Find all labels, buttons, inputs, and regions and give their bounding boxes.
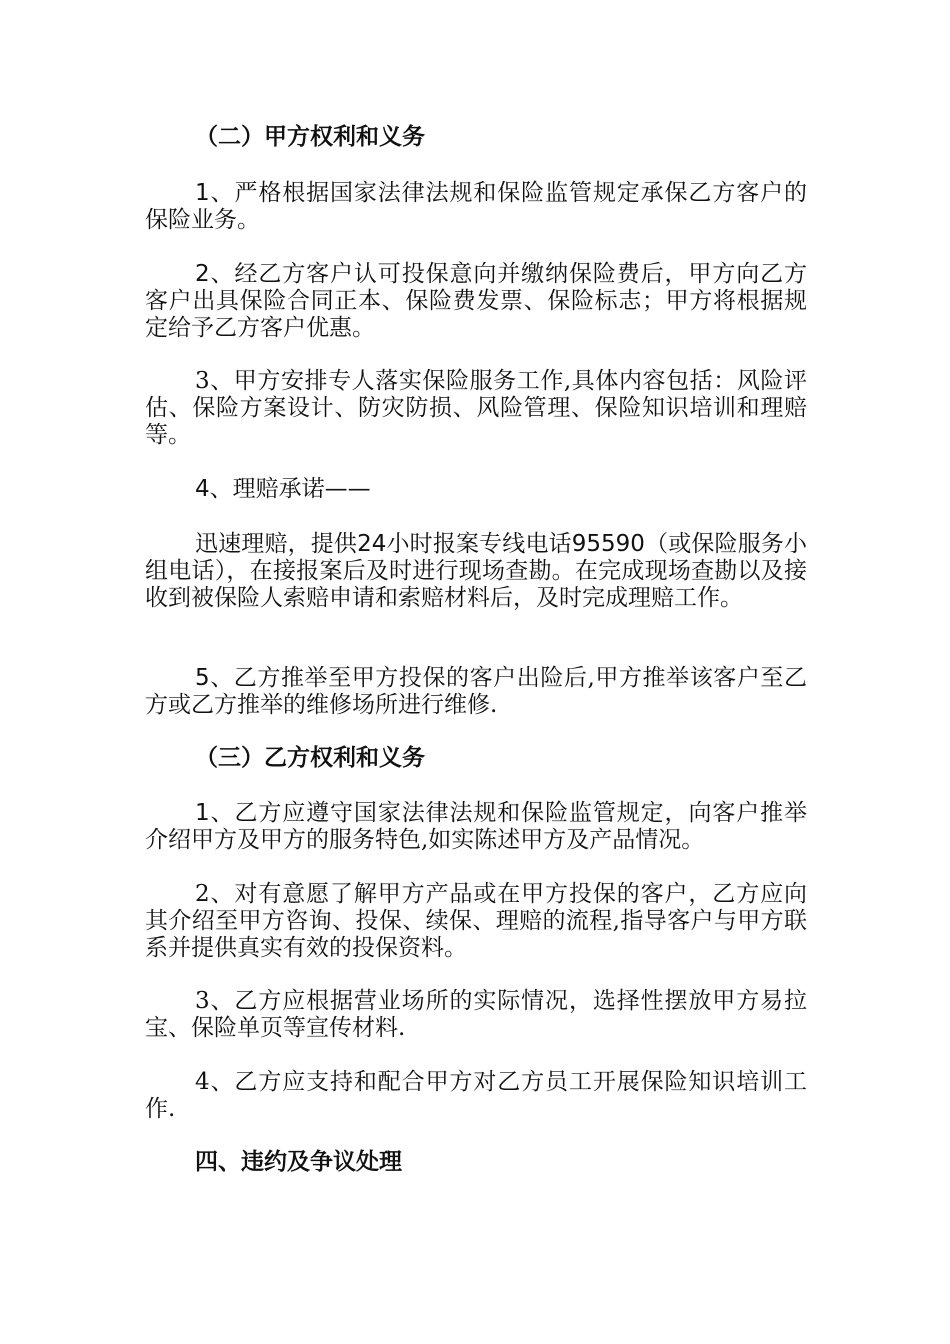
item-number: 1、 — [195, 180, 235, 206]
item-text: 国家法律法规和保险监管规定，向客户推举介绍甲方及甲方的服务特色,如实陈述甲方及产品情况。 — [145, 800, 808, 853]
section-2-item-1 — [145, 180, 807, 234]
section-3-item-2 — [145, 881, 807, 962]
item-text: （或保险服务小组电话），在接报案后及时进行现场查勘。在完成现场查勘以及接收到被保险人索赔申请和索赔材料后，及时完成理赔工作。 — [145, 531, 808, 611]
section-3-item-3 — [145, 988, 807, 1042]
item-text: 3、乙方应根据营业场所的实际情况，选择性摆放甲方易拉宝、保险单页等宣传材料. — [145, 988, 807, 1041]
item-pre: 迅速理赔，提供 — [195, 531, 358, 557]
item-text: 4、乙方应支持和配合甲方对乙方员工开展保险知识培训工作. — [145, 1069, 807, 1122]
item-lead: 严格根据 — [234, 180, 331, 206]
item-text: 国家法律法规和保险监管规定承保乙方客户的保险业务。 — [145, 180, 808, 233]
section-2-item-2 — [145, 261, 807, 342]
item-text: 2、对有意愿了解甲方产品或在甲方投保的客户，乙方应向其介绍至甲方咨询、投保、续保、理赔的流程,指导客户与甲方联系并提供真实有效的投保资料。 — [145, 881, 807, 961]
item-text: 推举至甲方投保的客户出险后,甲方推举该客户至乙方或乙方推举的维修场所进行维修. — [145, 665, 808, 718]
item-number: 5、 — [195, 665, 234, 691]
section-2-item-4-body — [145, 531, 807, 612]
section-3-item-1 — [145, 800, 807, 854]
item-lead: 24小时报案专线电话95590 — [357, 531, 645, 557]
item-text: 客户认可投保意向并缴纳保险费后，甲方向乙方客户出具保险合同正本、保险费发票、保险标志；甲方将根据规定给予乙方客户优惠。 — [145, 261, 808, 341]
item-lead: 乙方应遵守 — [234, 800, 354, 826]
section-2-item-5 — [145, 665, 807, 719]
section-4-heading: 四、违约及争议处理 — [195, 1149, 402, 1175]
item-lead: 乙方 — [233, 665, 281, 691]
section-2-item-3 — [145, 368, 807, 449]
item-number: 1、 — [195, 800, 235, 826]
section-2-item-4-heading: 4、理赔承诺—— — [195, 476, 371, 502]
item-text: 3、甲方安排专人落实保险服务工作,具体内容包括：风险评估、保险方案设计、防灾防损、风险管理、保险知识培训和理赔等。 — [145, 368, 807, 448]
section-2-heading: （二）甲方权利和义务 — [195, 124, 425, 150]
section-3-heading: （三）乙方权利和义务 — [195, 745, 425, 771]
item-number: 2、 — [195, 261, 235, 287]
item-lead: 经乙方 — [234, 261, 307, 287]
section-3-item-4 — [145, 1069, 807, 1123]
